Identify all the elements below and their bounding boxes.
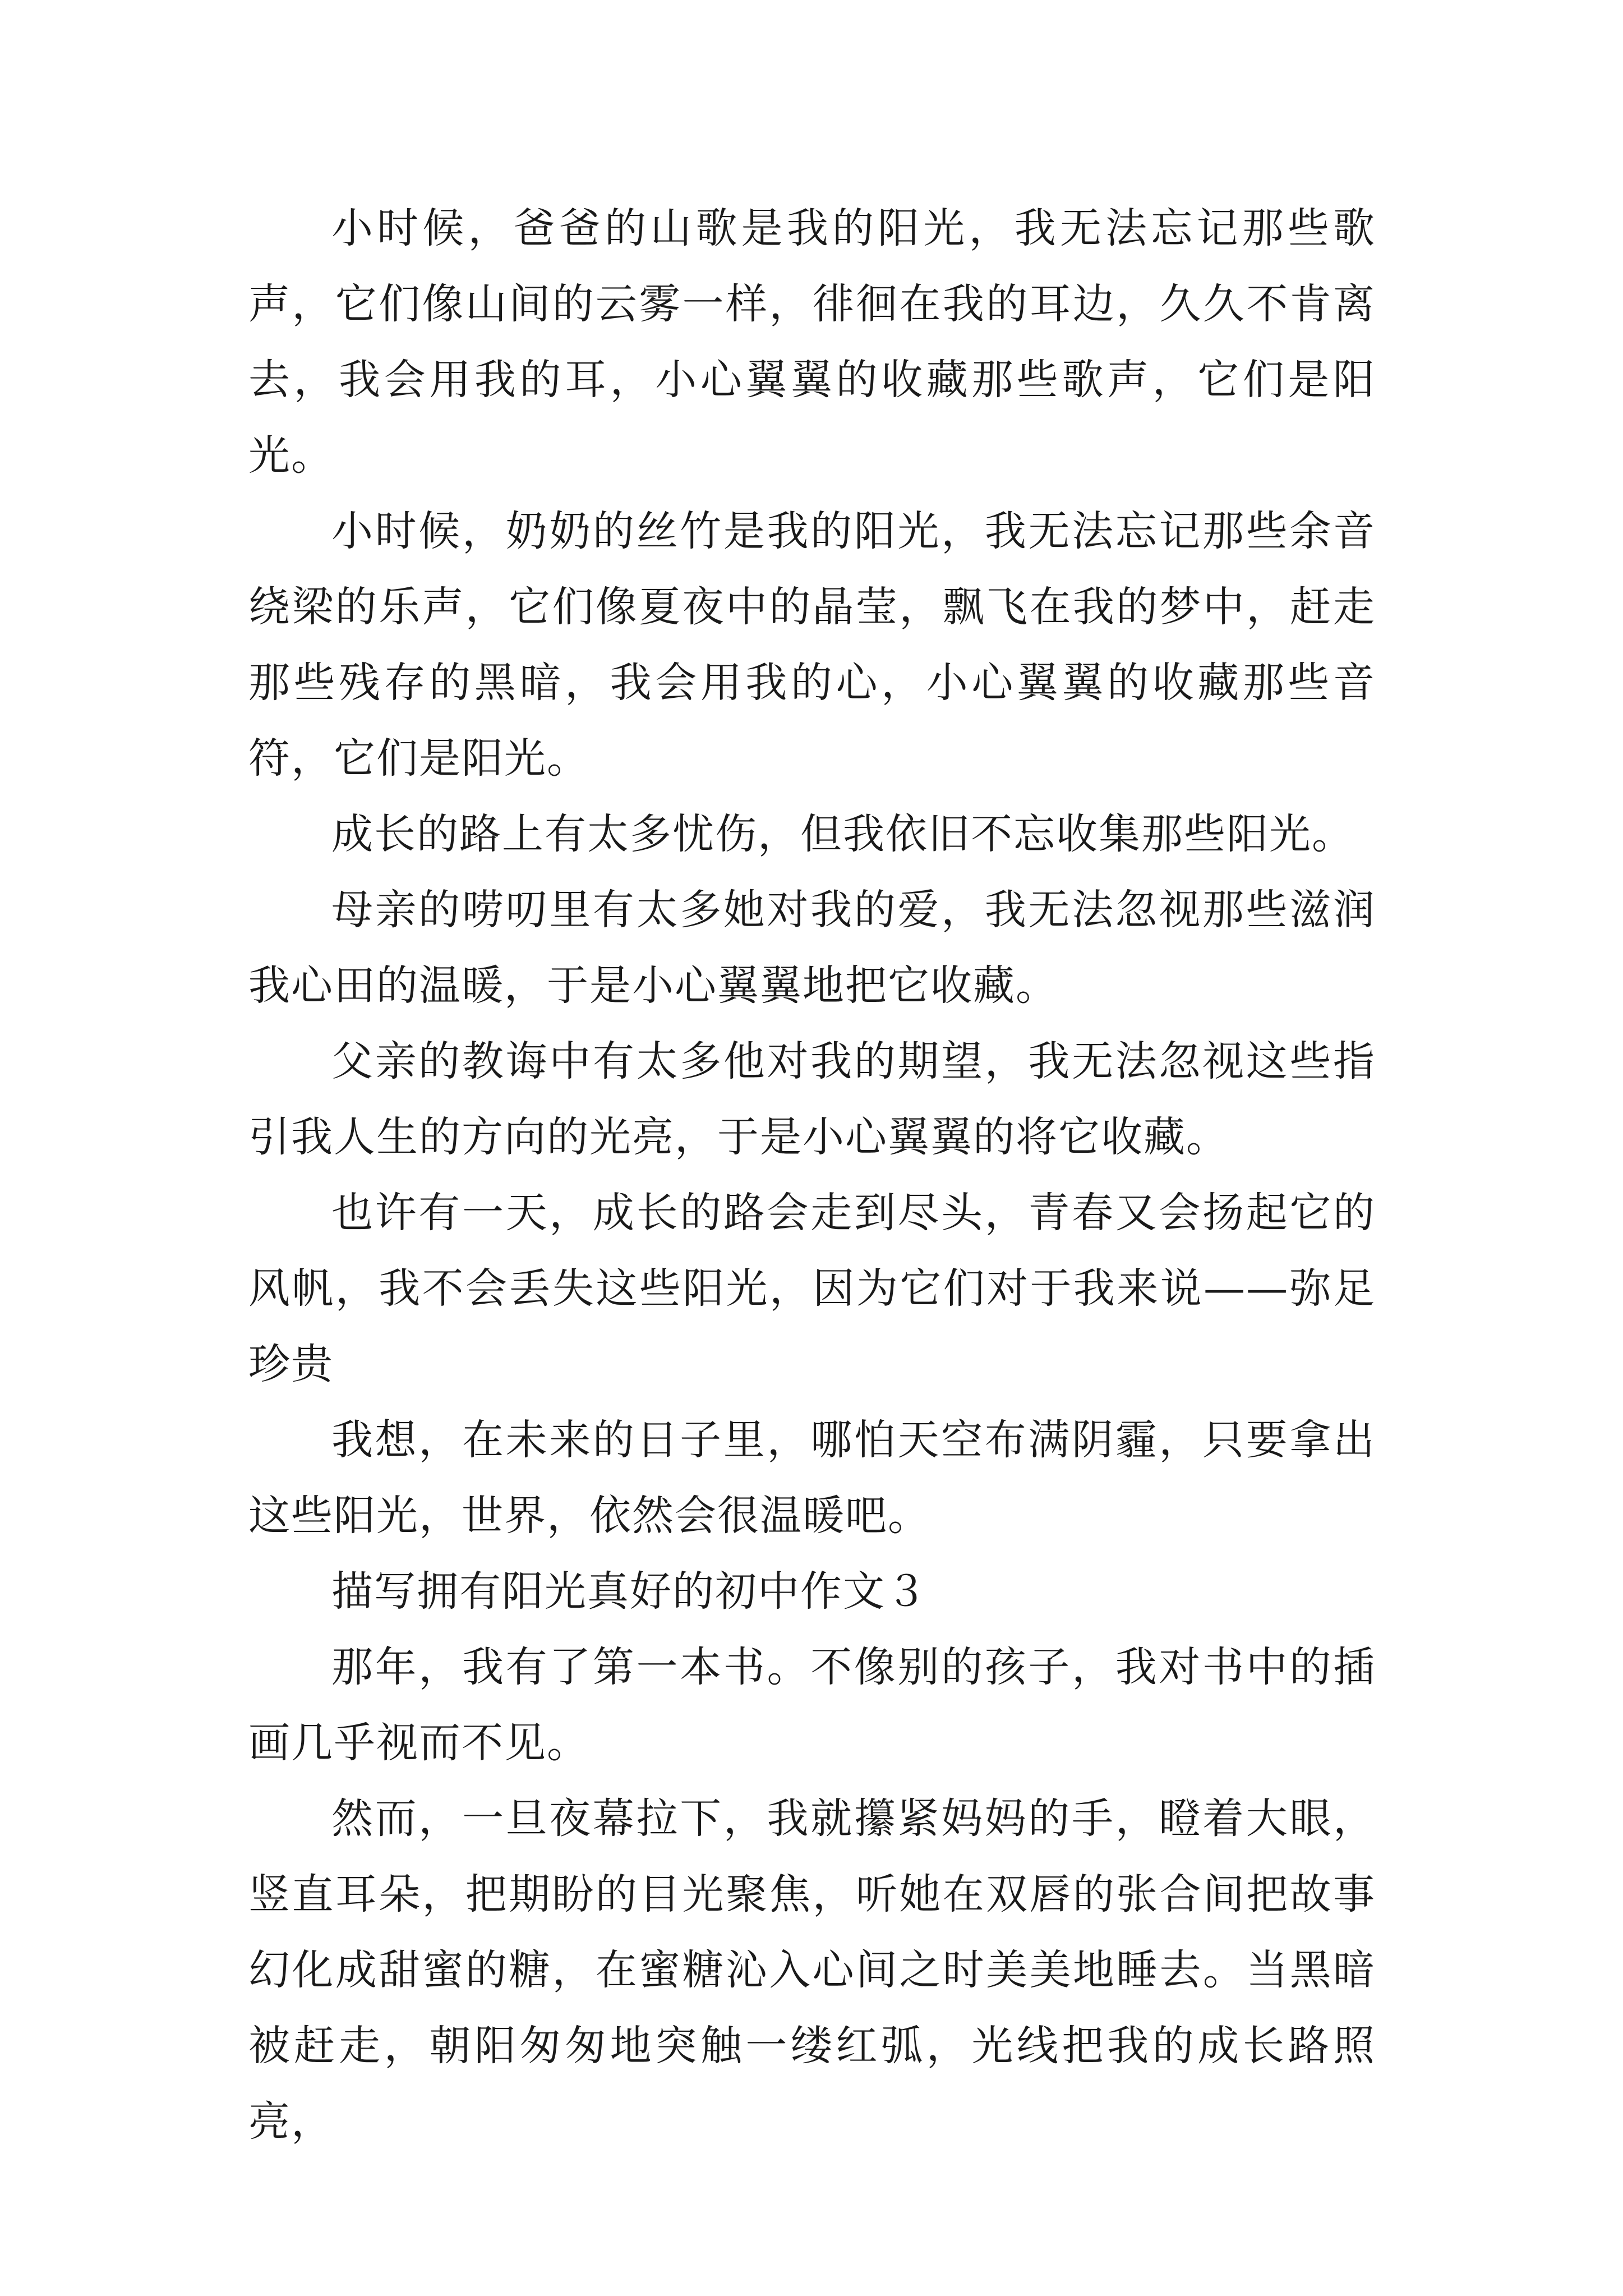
paragraph-future-warmth: 我想，在未来的日子里，哪怕天空布满阴霾，只要拿出这些阳光，世界，依然会很温暖吧。 xyxy=(248,1416,1376,1540)
paragraph-end-of-road: 也许有一天，成长的路会走到尽头，青春又会扬起它的风帆，我不会丢失这些阳光，因为它们对于我来说——弥足珍贵 xyxy=(248,1189,1376,1388)
paragraph-father-songs: 小时候，爸爸的山歌是我的阳光，我无法忘记那些歌声，它们像山间的云雾一样，徘徊在我的耳边，久久不肯离去，我会用我的耳，小心翼翼的收藏那些歌声，它们是阳光。 xyxy=(248,204,1376,480)
paragraph-growing-sorrow: 成长的路上有太多忧伤，但我依旧不忘收集那些阳光。 xyxy=(331,810,1354,858)
paragraph-grandma-music: 小时候，奶奶的丝竹是我的阳光，我无法忘记那些余音绕梁的乐声，它们像夏夜中的晶莹，飘飞在我的梦中，赶走那些残存的黑暗，我会用我的心，小心翼翼的收藏那些音符，它们是阳光。 xyxy=(248,507,1376,783)
paragraph-father-teaching: 父亲的教诲中有太多他对我的期望，我无法忽视这些指引我人生的方向的光亮，于是小心翼翼的将它收藏。 xyxy=(248,1037,1376,1161)
paragraph-bedtime-story: 然而，一旦夜幕拉下，我就攥紧妈妈的手，瞪着大眼，竖直耳朵，把期盼的目光聚焦，听她在双唇的张合间把故事幻化成甜蜜的糖，在蜜糖沁入心间之时美美地睡去。当黑暗被赶走，朝阳匆匆地突触一缕红弧，光线把我的成长路照亮， xyxy=(248,1795,1376,2146)
document-body xyxy=(248,191,1376,2160)
essay-heading: 描写拥有阳光真好的初中作文３ xyxy=(331,1567,928,1616)
paragraph-mother-love: 母亲的唠叨里有太多她对我的爱，我无法忽视那些滋润我心田的温暖，于是小心翼翼地把它收藏。 xyxy=(248,886,1376,1010)
paragraph-first-book: 那年，我有了第一本书。不像别的孩子，我对书中的插画几乎视而不见。 xyxy=(248,1643,1376,1767)
